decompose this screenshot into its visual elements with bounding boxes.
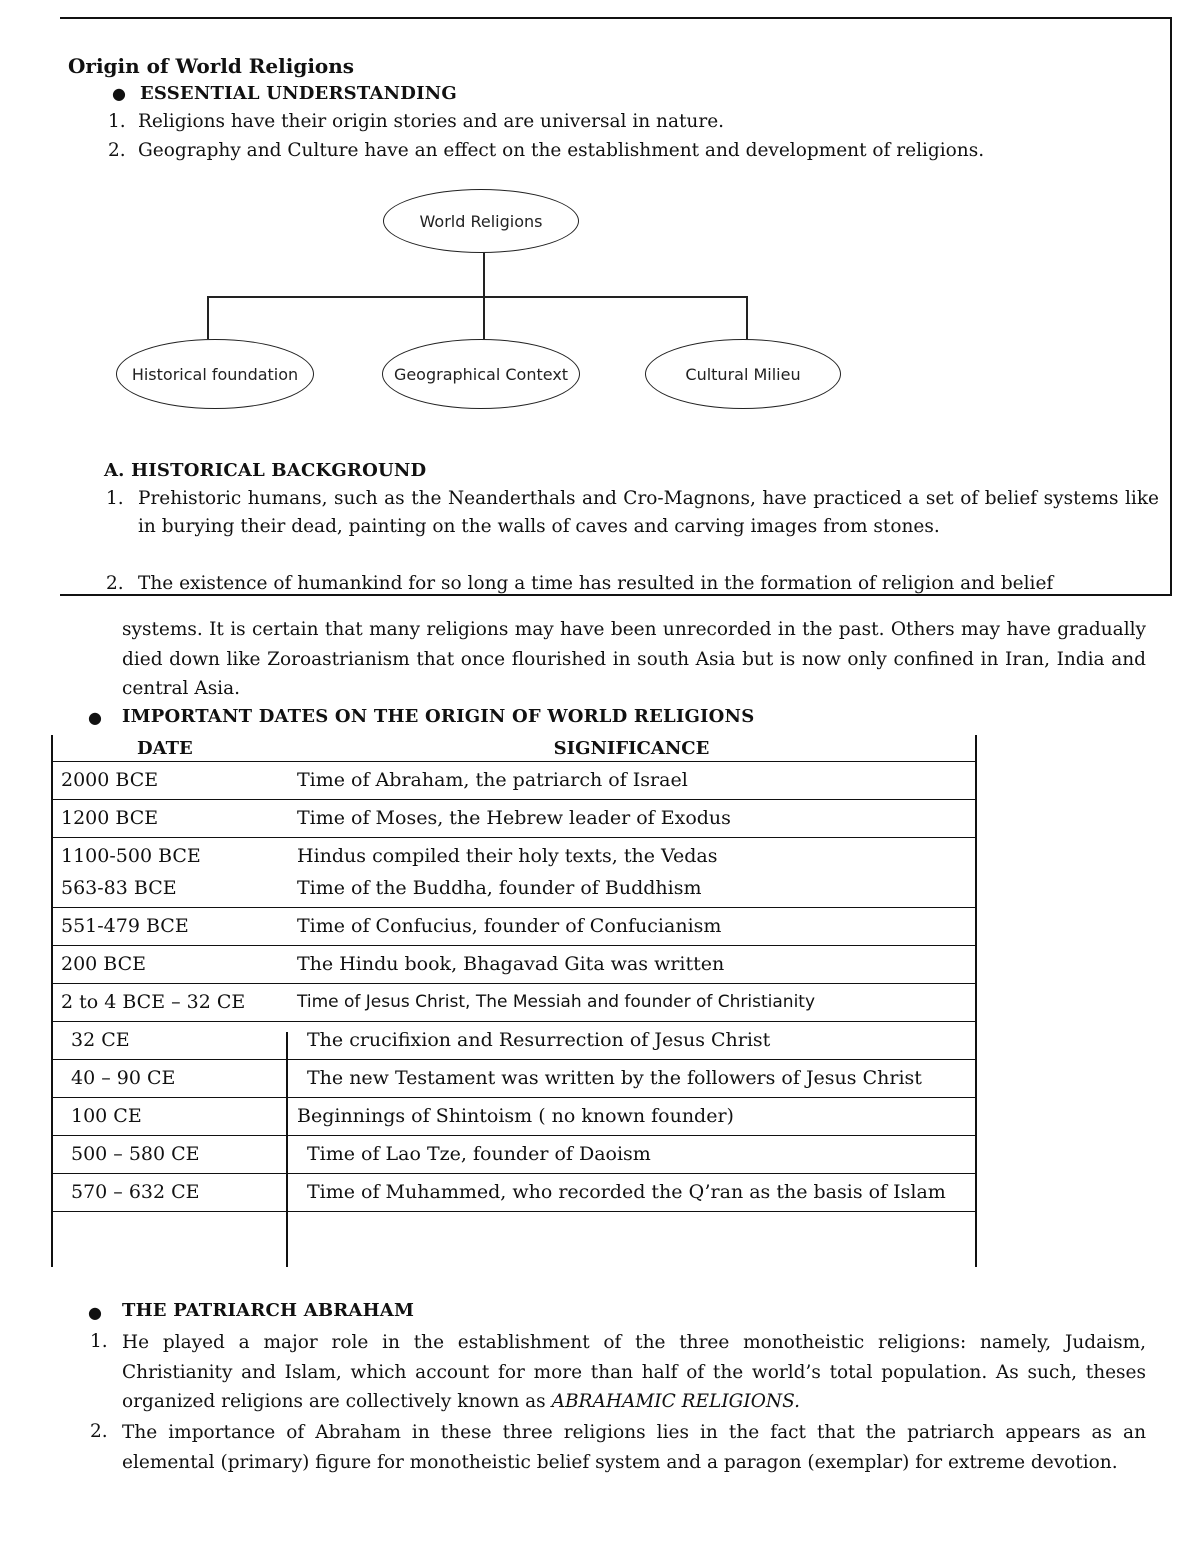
table-row xyxy=(51,1060,976,1098)
bullet-icon: ● xyxy=(88,1303,102,1322)
diagram-root-node: World Religions xyxy=(383,189,579,253)
date-cell: 2 to 4 BCE – 32 CE xyxy=(51,984,287,1022)
diagram-connector xyxy=(207,296,209,339)
abraham-item-2: The importance of Abraham in these three religions lies in the fact that the patriarch appears as an elemental (primary) figure for monotheistic belief system and a paragon (exemplar) for extreme devotion. xyxy=(122,1422,1146,1473)
historical-heading: A. HISTORICAL BACKGROUND xyxy=(104,460,427,481)
diagram-connector xyxy=(746,296,748,339)
date-cell: 551-479 BCE xyxy=(51,908,287,946)
significance-cell: The new Testament was written by the followers of Jesus Christ xyxy=(287,1060,976,1098)
date-cell: 1200 BCE xyxy=(51,800,287,838)
table-row xyxy=(51,800,976,838)
date-cell: 570 – 632 CE xyxy=(51,1174,287,1212)
diagram-connector xyxy=(207,296,748,298)
diagram-node-geographical: Geographical Context xyxy=(382,339,580,409)
significance-cell: Time of the Buddha, founder of Buddhism xyxy=(287,871,976,908)
significance-cell: Time of Abraham, the patriarch of Israel xyxy=(287,762,976,800)
essential-heading: ESSENTIAL UNDERSTANDING xyxy=(140,83,457,104)
significance-cell: Time of Lao Tze, founder of Daoism xyxy=(287,1136,976,1174)
date-cell: 500 – 580 CE xyxy=(51,1136,287,1174)
table-row xyxy=(51,838,976,872)
significance-cell: Time of Moses, the Hebrew leader of Exodus xyxy=(287,800,976,838)
abraham-heading: THE PATRIARCH ABRAHAM xyxy=(122,1300,415,1321)
abrahamic-religions-term: ABRAHAMIC RELIGIONS. xyxy=(551,1391,800,1412)
box-top-border xyxy=(60,17,1172,19)
dates-heading: IMPORTANT DATES ON THE ORIGIN OF WORLD RELIGIONS xyxy=(122,706,755,727)
dates-table xyxy=(51,735,976,1212)
significance-cell: The Hindu book, Bhagavad Gita was written xyxy=(287,946,976,984)
significance-cell: Time of Confucius, founder of Confucianism xyxy=(287,908,976,946)
list-number: 1. xyxy=(90,1331,108,1352)
column-header-significance: SIGNIFICANCE xyxy=(287,735,976,762)
list-number: 2. xyxy=(106,573,124,594)
list-number: 2. xyxy=(90,1421,108,1442)
significance-cell: Time of Jesus Christ, The Messiah and founder of Christianity xyxy=(287,984,976,1022)
table-row xyxy=(51,1136,976,1174)
significance-cell: Time of Muhammed, who recorded the Q’ran as the basis of Islam xyxy=(287,1174,976,1212)
list-number: 1. xyxy=(108,111,126,132)
list-number: 2. xyxy=(108,140,126,161)
bullet-icon: ● xyxy=(112,84,126,103)
significance-cell: Hindus compiled their holy texts, the Vedas xyxy=(297,845,718,867)
significance-cell: The crucifixion and Resurrection of Jesus Christ xyxy=(287,1022,976,1060)
table-row xyxy=(51,762,976,800)
list-number: 1. xyxy=(106,488,124,509)
column-header-date: DATE xyxy=(51,735,287,762)
table-row xyxy=(51,984,976,1022)
date-cell: 1100-500 BCE xyxy=(61,845,201,867)
diagram-node-cultural: Cultural Milieu xyxy=(645,339,841,409)
historical-item-1: Prehistoric humans, such as the Neanderthals and Cro-Magnons, have practiced a set of belief systems like in burying their dead, painting on the walls of caves and carving images from stones. xyxy=(138,488,1159,537)
table-row xyxy=(51,946,976,984)
date-cell: 32 CE xyxy=(51,1022,287,1060)
date-cell: 2000 BCE xyxy=(51,762,287,800)
date-cell: 100 CE xyxy=(51,1098,287,1136)
table-row xyxy=(51,908,976,946)
abraham-item-1 xyxy=(122,1328,1146,1417)
historical-item-2-continued: systems. It is certain that many religions may have been unrecorded in the past. Others may have gradually died down like Zoroastrianism that once flourished in south Asia but is now only confined in Iran, India and central Asia. xyxy=(122,619,1146,699)
table-row xyxy=(51,1022,976,1060)
diagram-connector xyxy=(483,253,485,297)
significance-cell: Beginnings of Shintoism ( no known founder) xyxy=(287,1098,976,1136)
table-row xyxy=(51,871,976,908)
date-cell: 563-83 BCE xyxy=(51,871,287,908)
table-row xyxy=(51,1174,976,1212)
date-cell: 40 – 90 CE xyxy=(51,1060,287,1098)
bullet-icon: ● xyxy=(88,708,102,727)
diagram-connector xyxy=(483,296,485,339)
date-cell: 200 BCE xyxy=(51,946,287,984)
page-title: Origin of World Religions xyxy=(68,54,355,78)
historical-item-2-line1: The existence of humankind for so long a time has resulted in the formation of religion and belief xyxy=(138,573,1054,594)
table-row xyxy=(51,1098,976,1136)
essential-item-1: Religions have their origin stories and are universal in nature. xyxy=(138,111,725,132)
essential-item-2: Geography and Culture have an effect on the establishment and development of religions. xyxy=(138,140,985,161)
box-right-border xyxy=(1170,17,1172,595)
abraham-item-1-text: He played a major role in the establishment of the three monotheistic religions: namely, Judaism, Christianity and Islam, which account for more than half of the world’s total population. As such, theses organized religions are collectively known as xyxy=(122,1332,1146,1412)
diagram-node-historical: Historical foundation xyxy=(116,339,314,409)
